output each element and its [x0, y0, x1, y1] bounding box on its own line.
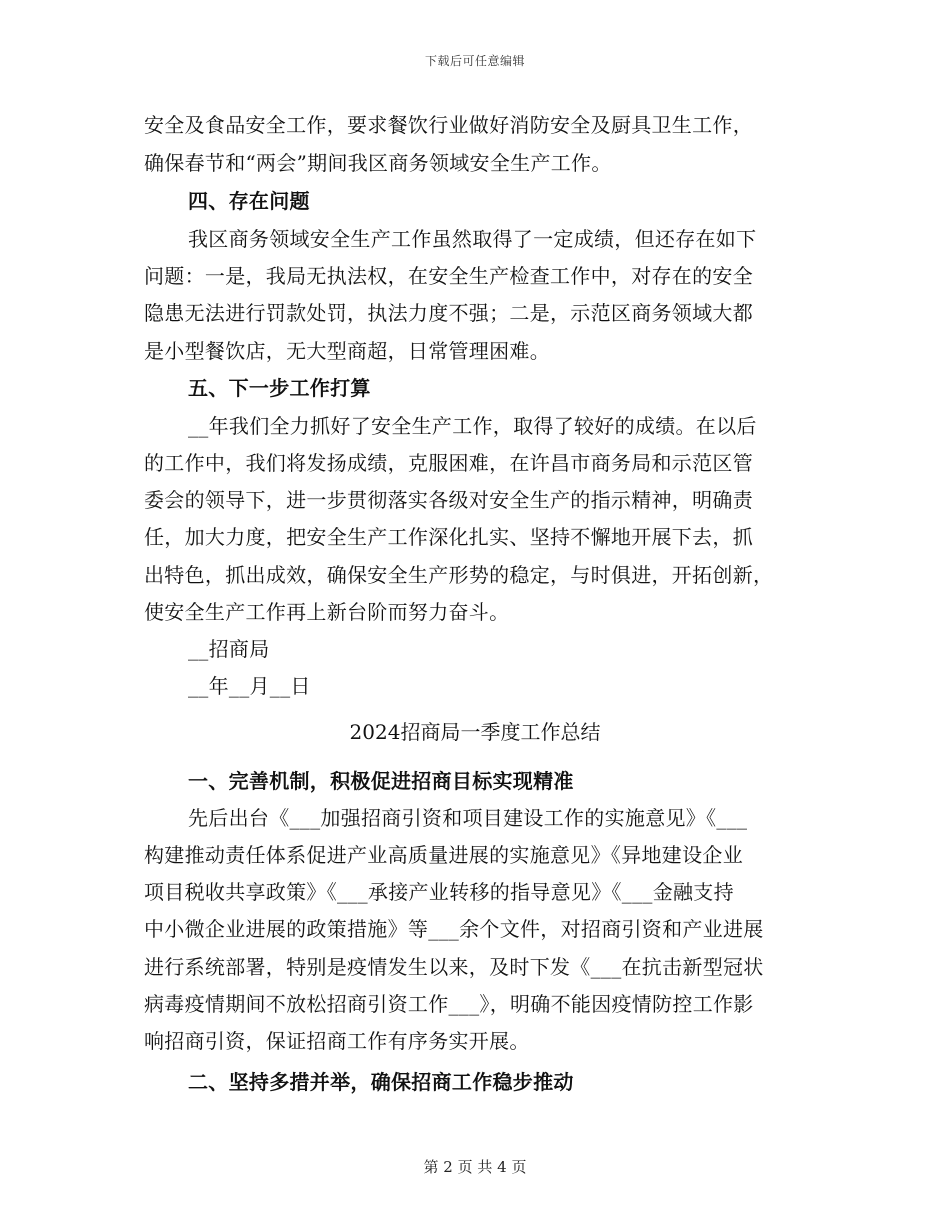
body-line: 的工作中，我们将发扬成绩，克服困难，在许昌市商务局和示范区管	[144, 451, 753, 475]
section-heading-4: 四、存在问题	[188, 189, 310, 213]
body-line: __年我们全力抓好了安全生产工作，取得了较好的成绩。在以后	[188, 414, 757, 438]
signature-line: __招商局	[188, 637, 270, 661]
body-line: 使安全生产工作再上新台阶而努力奋斗。	[144, 600, 510, 624]
body-line: 委会的领导下，进一步贯彻落实各级对安全生产的指示精神，明确责	[144, 488, 753, 512]
date-line: __年__月__日	[188, 674, 311, 698]
body-line: 确保春节和“两会”期间我区商务领域安全生产工作。	[144, 151, 612, 175]
section-heading-1: 一、完善机制，积极促进招商目标实现精准	[188, 769, 574, 793]
section-heading-2: 二、坚持多措并举，确保招商工作稳步推动	[188, 1070, 574, 1094]
body-line: 项目税收共享政策》《___承接产业转移的指导意见》《___金融支持	[144, 880, 734, 904]
body-line: 隐患无法进行罚款处罚，执法力度不强；二是，示范区商务领域大都	[144, 301, 753, 325]
body-line: 出特色，抓出成效，确保安全生产形势的稳定，与时俱进，开拓创新，	[144, 563, 774, 587]
body-line: 先后出台《___加强招商引资和项目建设工作的实施意见》《___	[188, 806, 748, 830]
page-number-footer: 第 2 页 共 4 页	[423, 1158, 527, 1176]
body-line: 我区商务领域安全生产工作虽然取得了一定成绩，但还存在如下	[188, 227, 757, 251]
body-line: 问题：一是，我局无执法权，在安全生产检查工作中，对存在的安全	[144, 264, 753, 288]
body-line: 中小微企业进展的政策措施》等___余个文件，对招商引资和产业进展	[144, 917, 764, 941]
body-line: 响招商引资，保证招商工作有序务实开展。	[144, 1029, 530, 1053]
body-line: 进行系统部署，特别是疫情发生以来，及时下发《___在抗击新型冠状	[144, 955, 764, 979]
section-heading-5: 五、下一步工作打算	[188, 376, 371, 400]
document-title: 2024招商局一季度工作总结	[349, 720, 601, 744]
body-line: 任，加大力度，把安全生产工作深化扎实、坚持不懈地开展下去，抓	[144, 525, 753, 549]
body-line: 病毒疫情期间不放松招商引资工作___》，明确不能因疫情防控工作影	[144, 992, 754, 1016]
body-line: 构建推动责任体系促进产业高质量进展的实施意见》《异地建设企业	[144, 843, 743, 867]
body-line: 安全及食品安全工作，要求餐饮行业做好消防安全及厨具卫生工作，	[144, 113, 753, 137]
page-header-note: 下载后可任意编辑	[424, 54, 525, 68]
body-line: 是小型餐饮店，无大型商超，日常管理困难。	[144, 339, 550, 363]
